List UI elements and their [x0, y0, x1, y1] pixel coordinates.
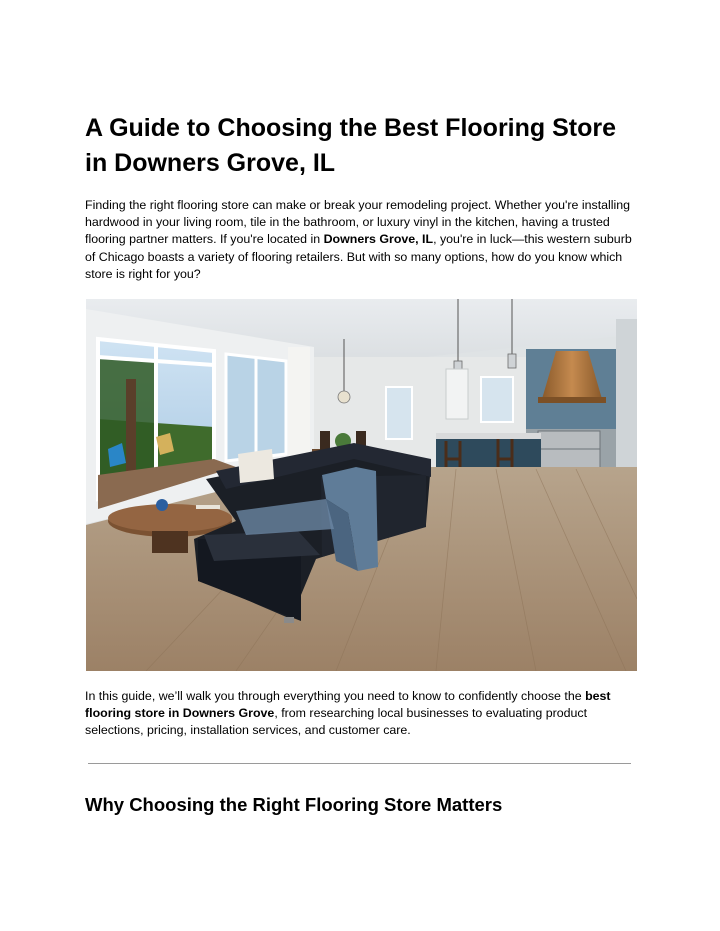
section-heading: Why Choosing the Right Flooring Store Matters	[85, 794, 503, 815]
intro-text-2: , you're in luck—this western suburb of Chicago boasts a variety of flooring retailers. But with so many options, how do you know which store is right for you?	[85, 232, 632, 281]
living-room-illustration	[86, 299, 637, 671]
intro-bold-location: Downers Grove, IL	[323, 232, 434, 247]
guide-text-2: , from researching local businesses to evaluating product selections, pricing, installation services, and customer care.	[85, 706, 588, 738]
intro-paragraph	[85, 197, 645, 283]
living-room-photo	[86, 299, 637, 671]
guide-text-1: In this guide, we’ll walk you through everything you need to know to confidently choose the	[85, 689, 586, 703]
intro-text-1: Finding the right flooring store can make or break your remodeling project. Whether you're installing hardwood in your living room, tile in the bathroom, or luxury vinyl in the kitchen, having a trusted flooring partner matters. If you're located in	[85, 198, 631, 247]
guide-paragraph	[85, 688, 645, 740]
guide-bold-keyword: best flooring store in Downers Grove	[85, 689, 611, 721]
horizontal-divider	[88, 763, 631, 764]
page-title: A Guide to Choosing the Best Flooring Store in Downers Grove, IL	[85, 114, 617, 177]
